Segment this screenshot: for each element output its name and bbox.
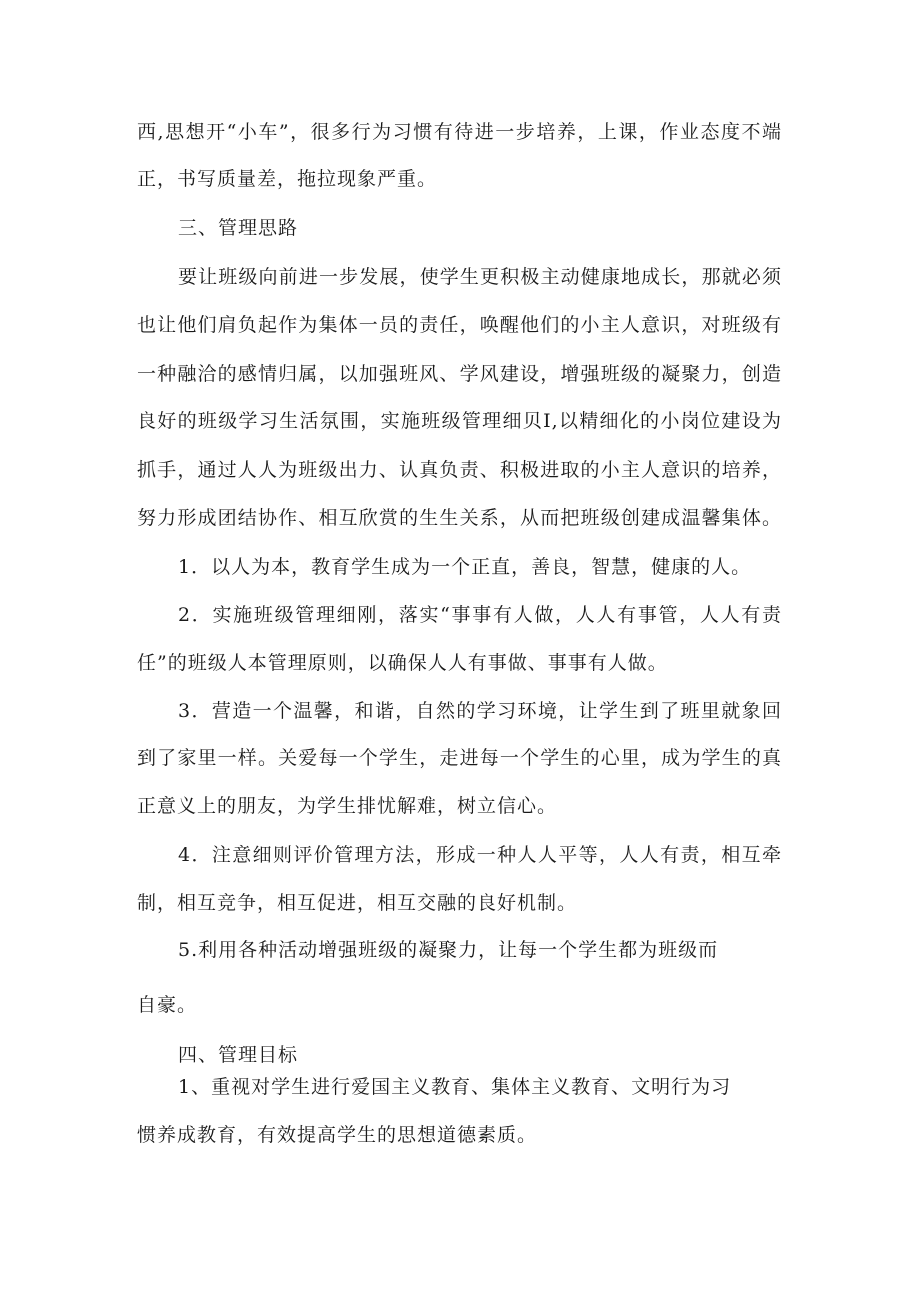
text-line: 也让他们肩负起作为集体一员的责任，唤醒他们的小主人意识，对班级有 — [137, 314, 782, 336]
text-line: 良好的班级学习生活氛围，实施班级管理细贝I,以精细化的小岗位建设为 — [137, 410, 782, 432]
text-line: 正意义上的朋友，为学生排忧解难，树立信心。 — [137, 795, 558, 817]
section-heading: 四、管理目标 — [178, 1044, 299, 1066]
text-line: 自豪。 — [137, 994, 198, 1016]
list-item: 5.利用各种活动增强班级的凝聚力，让每一个学生都为班级而 — [178, 939, 719, 961]
text-line: 要让班级向前进一步发展，使学生更积极主动健康地成长，那就必须 — [178, 266, 782, 288]
text-line: 一种融洽的感情归属，以加强班风、学风建设，增强班级的凝聚力，创造 — [137, 363, 782, 385]
list-item: 2．实施班级管理细刚，落实“事事有人做，人人有事管，人人有责 — [178, 604, 782, 626]
text-line: 正，书写质量差，拖拉现象严重。 — [137, 168, 438, 190]
section-heading: 三、管理思路 — [178, 217, 299, 239]
list-item: 4．注意细则评价管理方法，形成一种人人平等，人人有责，相互牵 — [178, 844, 782, 866]
list-item: 3．营造一个温馨，和谐，自然的学习环境，让学生到了班里就象回 — [178, 700, 782, 722]
text-line: 任”的班级人本管理原则，以确保人人有事做、事事有人做。 — [137, 652, 668, 674]
text-line: 努力形成团结协作、相互欣赏的生生关系，从而把班级创建成温馨集体。 — [137, 507, 782, 529]
text-line: 抓手，通过人人为班级出力、认真负责、积极进取的小主人意识的培养， — [137, 459, 782, 481]
text-line: 惯养成教育，有效提高学生的思想道德素质。 — [137, 1124, 538, 1146]
list-item: 1、重视对学生进行爱国主义教育、集体主义教育、文明行为习 — [178, 1076, 732, 1098]
text-line: 到了家里一样。关爱每一个学生，走进每一个学生的心里，成为学生的真 — [137, 747, 782, 769]
list-item: 1．以人为本，教育学生成为一个正直，善良，智慧，健康的人。 — [178, 556, 752, 578]
text-line: 制，相互竞争，相互促进，相互交融的良好机制。 — [137, 892, 578, 914]
text-line: 西,思想开“小车”，很多行为习惯有待进一步培养，上课，作业态度不端 — [137, 121, 782, 143]
